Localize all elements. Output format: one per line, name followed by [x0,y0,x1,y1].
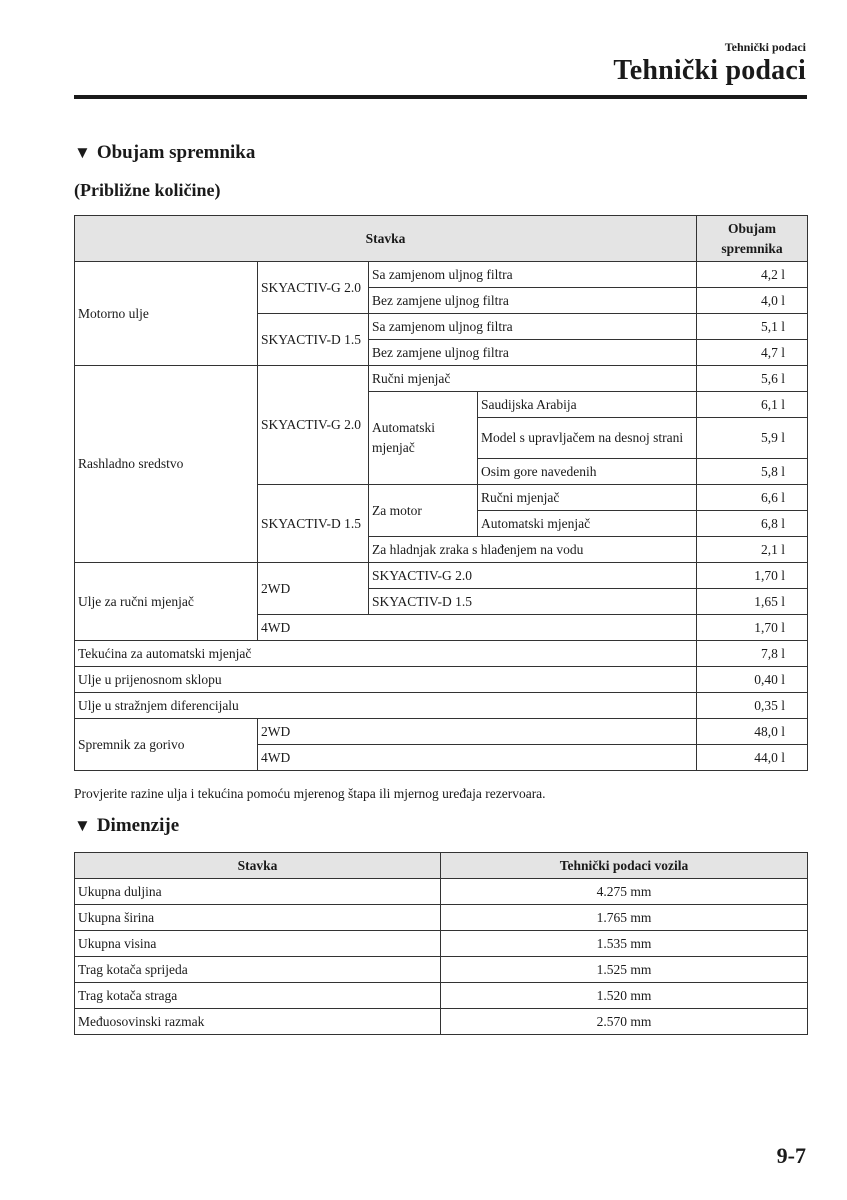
page-title: Tehnički podaci [613,55,806,86]
row-value: 5,9 l [697,418,808,459]
row-label: Tekućina za automatski mjenjač [75,641,697,667]
dim-value: 1.520 mm [441,983,808,1009]
row-label: Sa zamjenom uljnog filtra [369,262,697,288]
row-label: Bez zamjene uljnog filtra [369,288,697,314]
capacity-section-title [74,142,255,164]
engine-g-label: SKYACTIV-G 2.0 [258,262,369,314]
engine-d-label: SKYACTIV-D 1.5 [258,314,369,366]
row-label: Ulje u stražnjem diferencijalu [75,693,697,719]
dimensions-section-title [74,815,179,837]
engine-g-label: SKYACTIV-G 2.0 [258,366,369,485]
row-label: Osim gore navedenih [478,459,697,485]
row-label: Ručni mjenjač [369,366,697,392]
row-value: 44,0 l [697,745,808,771]
fuel-tank-label: Spremnik za gorivo [75,719,258,771]
dimensions-header-row [75,853,808,879]
table-row [75,957,808,983]
manual-trans-oil-label: Ulje za ručni mjenjač [75,563,258,641]
table-row [75,905,808,931]
automatic-label: Automatski mjenjač [369,392,478,485]
dim-label: Ukupna visina [75,931,441,957]
col-header-item: Stavka [75,216,697,262]
section-triangle-icon: ▼ [74,816,91,835]
table-row [75,719,808,745]
dim-value: 1.535 mm [441,931,808,957]
row-value: 1,70 l [697,563,808,589]
dim-value: 4.275 mm [441,879,808,905]
row-value: 7,8 l [697,641,808,667]
row-value: 2,1 l [697,537,808,563]
table-row [75,366,808,392]
row-value: 4,0 l [697,288,808,314]
row-value: 4,2 l [697,262,808,288]
capacity-note: Provjerite razine ulja i tekućina pomoću mjerenog štapa ili mjernog uređaja rezervoara. [74,786,546,801]
four-wd-label: 4WD [258,745,697,771]
col-header-volume-line2: spremnika [721,240,783,256]
table-row [75,641,808,667]
row-label: Sa zamjenom uljnog filtra [369,314,697,340]
table-row [75,262,808,288]
dim-label: Ukupna širina [75,905,441,931]
row-value: 1,65 l [697,589,808,615]
row-label: SKYACTIV-G 2.0 [369,563,697,589]
capacity-title-text: Obujam spremnika [96,142,256,163]
dimensions-table [74,852,808,1035]
row-value: 6,1 l [697,392,808,418]
row-label: Za hladnjak zraka s hlađenjem na vodu [369,537,697,563]
row-label: Bez zamjene uljnog filtra [369,340,697,366]
capacity-table [74,215,808,771]
dim-label: Trag kotača straga [75,983,441,1009]
dim-label: Međuosovinski razmak [75,1009,441,1035]
four-wd-label: 4WD [258,615,697,641]
motor-oil-label: Motorno ulje [75,262,258,366]
row-label: SKYACTIV-D 1.5 [369,589,697,615]
table-row [75,879,808,905]
row-value: 6,8 l [697,511,808,537]
coolant-label: Rashladno sredstvo [75,366,258,563]
dim-value: 2.570 mm [441,1009,808,1035]
col-header-value: Tehnički podaci vozila [441,853,808,879]
row-value: 5,8 l [697,459,808,485]
dim-value: 1.525 mm [441,957,808,983]
section-triangle-icon: ▼ [74,143,91,162]
dim-value: 1.765 mm [441,905,808,931]
col-header-item: Stavka [75,853,441,879]
table-row [75,693,808,719]
two-wd-label: 2WD [258,719,697,745]
row-value: 5,6 l [697,366,808,392]
col-header-volume-line1: Obujam [728,220,777,236]
capacity-header-row [75,216,808,262]
page-number: 9-7 [776,1143,806,1168]
row-value: 1,70 l [697,615,808,641]
row-label: Ručni mjenjač [478,485,697,511]
row-label: Saudijska Arabija [478,392,697,418]
table-row [75,563,808,589]
row-value: 6,6 l [697,485,808,511]
for-engine-label: Za motor [369,485,478,537]
capacity-subtitle: (Približne količine) [74,180,221,200]
dim-label: Trag kotača sprijeda [75,957,441,983]
row-label: Model s upravljačem na desnoj strani [478,418,697,459]
row-value: 4,7 l [697,340,808,366]
col-header-volume [697,216,808,262]
dim-label: Ukupna duljina [75,879,441,905]
row-value: 0,35 l [697,693,808,719]
table-row [75,667,808,693]
header-rule [74,95,807,99]
row-value: 5,1 l [697,314,808,340]
row-label: Ulje u prijenosnom sklopu [75,667,697,693]
row-value: 48,0 l [697,719,808,745]
engine-d-label: SKYACTIV-D 1.5 [258,485,369,563]
row-label: Automatski mjenjač [478,511,697,537]
table-row [75,1009,808,1035]
running-header: Tehnički podaci [724,40,806,54]
row-value: 0,40 l [697,667,808,693]
table-row [75,983,808,1009]
table-row [75,931,808,957]
dimensions-title-text: Dimenzije [96,815,180,836]
two-wd-label: 2WD [258,563,369,615]
